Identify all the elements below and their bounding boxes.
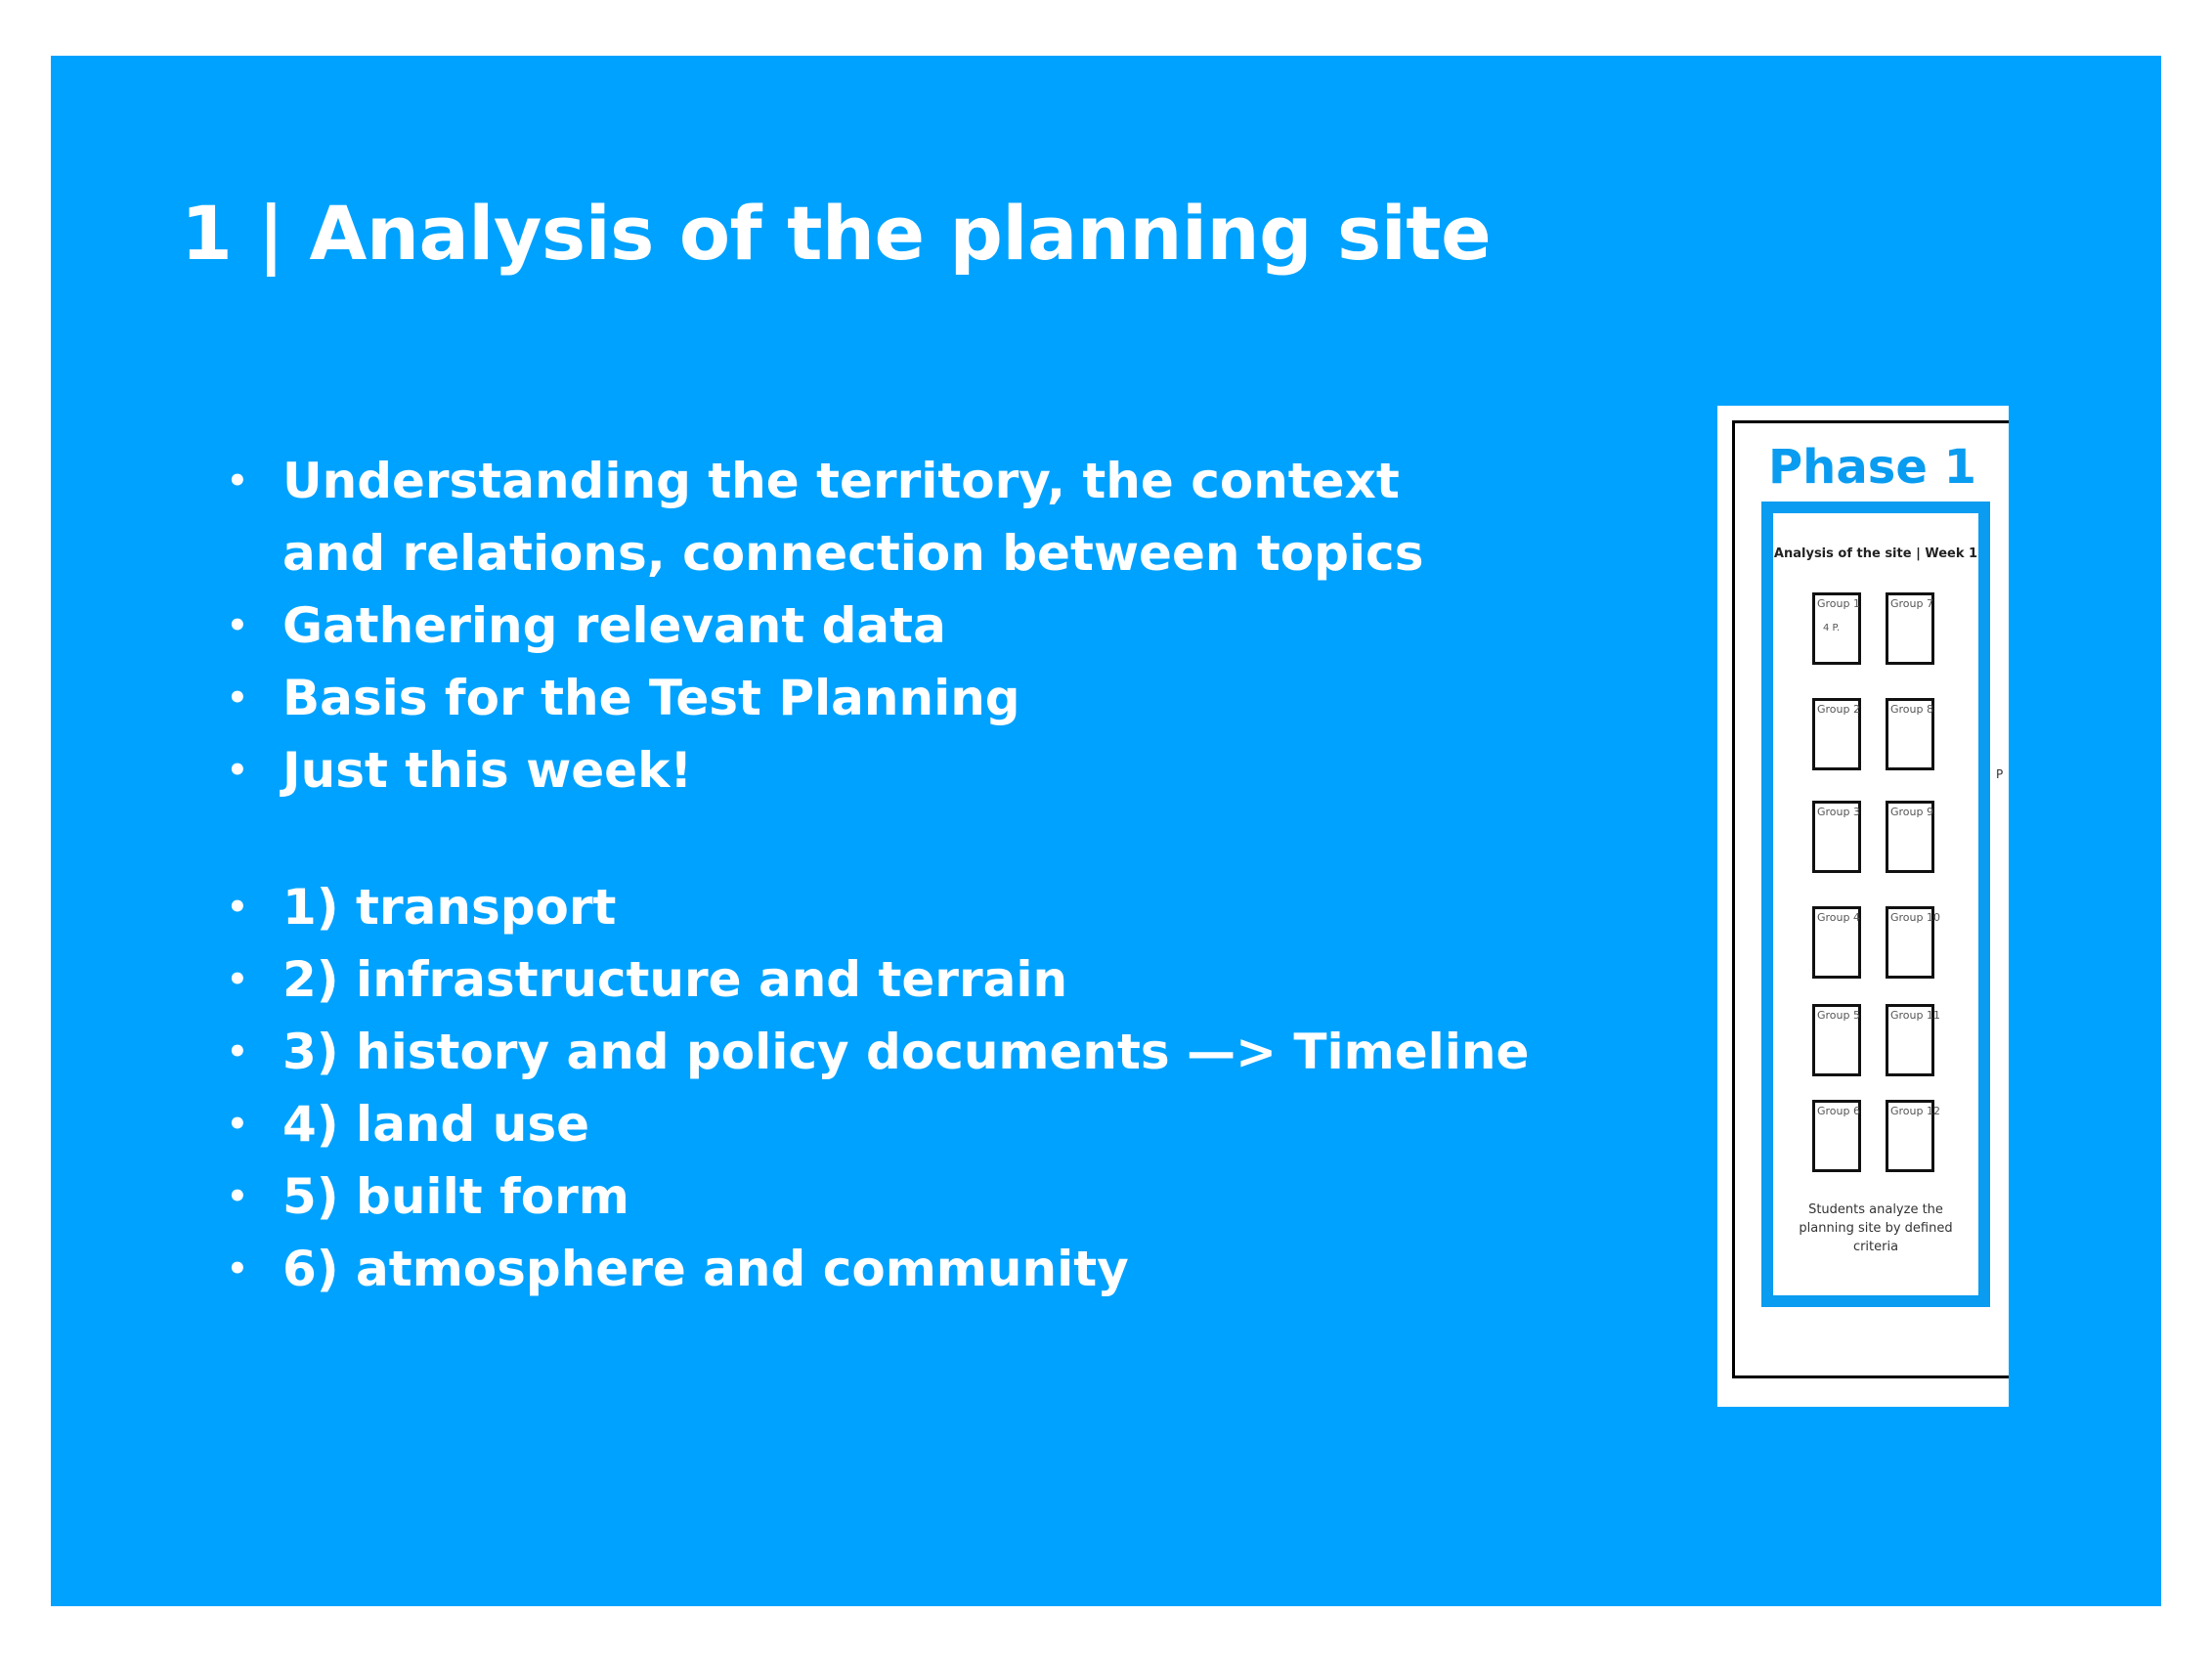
bullet-dot: •	[227, 1032, 248, 1071]
group-label: Group 5	[1817, 1009, 1860, 1022]
bullet-dot: •	[227, 1249, 248, 1288]
bullet-text: Understanding the territory, the context and relations, connection between topics	[282, 453, 1424, 582]
group-card	[1886, 592, 1934, 665]
group-card	[1812, 1100, 1861, 1172]
group-label: Group 4	[1817, 911, 1860, 924]
slide-title: 1 | Analysis of the planning site	[181, 190, 1492, 277]
cropped-letter: P	[1996, 767, 2004, 781]
group-label: Group 8	[1890, 703, 1933, 716]
list-item	[227, 1160, 1529, 1233]
bullet-dot: •	[227, 1177, 248, 1216]
bullet-dot: •	[227, 960, 248, 999]
bullet-dot: •	[227, 751, 248, 790]
group-label: Group 11	[1890, 1009, 1940, 1022]
bullet-dot: •	[227, 1105, 248, 1144]
group-card	[1886, 906, 1940, 979]
group-card	[1812, 906, 1861, 979]
group-card	[1886, 698, 1934, 770]
list-item	[227, 1016, 1529, 1088]
bullet-text: 4) land use	[282, 1096, 589, 1153]
group-note: 4 P.	[1823, 623, 1841, 633]
group-card	[1886, 801, 1934, 873]
bullet-dot: •	[227, 606, 248, 645]
group-label: Group 9	[1890, 806, 1933, 818]
list-item	[227, 662, 1529, 734]
group-card	[1886, 1100, 1940, 1172]
list-item	[227, 871, 1529, 943]
list-spacer	[227, 807, 1529, 871]
list-item	[227, 943, 1529, 1016]
list-item	[227, 445, 1495, 589]
phase-image-panel	[1717, 406, 2009, 1407]
group-card	[1886, 1004, 1940, 1076]
slide-background	[51, 56, 2161, 1606]
group-card	[1812, 592, 1861, 665]
group-label: Group 7	[1890, 597, 1933, 610]
group-card	[1812, 1004, 1861, 1076]
group-label: Group 1	[1817, 597, 1860, 610]
bullet-text: 5) built form	[282, 1168, 629, 1225]
list-item	[227, 1233, 1529, 1305]
group-label: Group 10	[1890, 911, 1940, 924]
bullet-text: 3) history and policy documents —> Timeline	[282, 1024, 1530, 1080]
list-item	[227, 589, 1529, 662]
phase-box	[1761, 502, 1990, 1307]
bullet-text: Gathering relevant data	[282, 597, 946, 654]
group-label: Group 6	[1817, 1105, 1860, 1117]
bullet-dot: •	[227, 461, 248, 501]
bullet-text: 6) atmosphere and community	[282, 1241, 1129, 1297]
bullet-text: 2) infrastructure and terrain	[282, 951, 1068, 1008]
group-label: Group 12	[1890, 1105, 1940, 1117]
list-item	[227, 734, 1529, 807]
list-item	[227, 1088, 1529, 1160]
group-card	[1812, 698, 1861, 770]
week-label: Analysis of the site | Week 1	[1773, 546, 1978, 561]
bullet-text: 1) transport	[282, 879, 617, 936]
panel-caption: Students analyze the planning site by defined criteria	[1799, 1202, 1953, 1254]
group-label: Group 2	[1817, 703, 1860, 716]
group-card	[1812, 801, 1861, 873]
bullet-list	[227, 445, 1529, 1305]
phase-title: Phase 1	[1768, 440, 1976, 495]
group-label: Group 3	[1817, 806, 1860, 818]
bullet-text: Just this week!	[282, 742, 693, 799]
bullet-text: Basis for the Test Planning	[282, 670, 1020, 726]
bullet-dot: •	[227, 888, 248, 927]
bullet-dot: •	[227, 678, 248, 718]
